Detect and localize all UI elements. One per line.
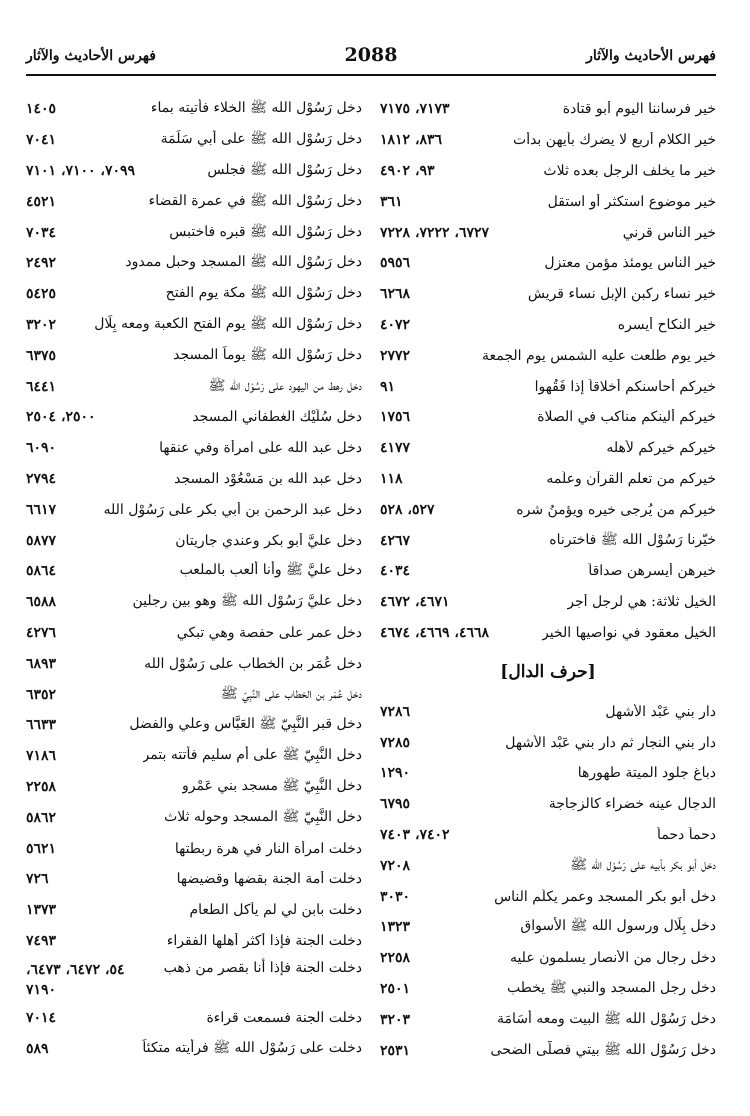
entry-text: دخل عُمَر بن الخطاب على النَّبِيّ ﷺ <box>220 685 362 702</box>
index-entry <box>26 525 362 556</box>
index-entry <box>26 772 362 803</box>
index-entry <box>26 310 362 341</box>
entry-text: دخل رَسُوْل الله ﷺ الخلاء فأتيته بماء <box>150 100 362 117</box>
index-entry <box>26 217 362 248</box>
entry-text: خير موضوع استكثر أو استقل <box>547 193 716 210</box>
index-entry <box>26 618 362 649</box>
entry-text: دخل أبو بكر المسجد وعمر يكلّم الناس <box>494 888 716 905</box>
entry-text: دخل رَسُوْل الله ﷺ البيت ومعه أُسَامَة <box>496 1010 716 1027</box>
entry-numbers: ٩١ <box>380 378 396 395</box>
entry-numbers: ٦٠٩٠ <box>26 440 57 457</box>
index-entry <box>380 618 716 649</box>
entry-numbers: ٥٨٦٢ <box>26 809 57 826</box>
entry-numbers: ٢٢٥٨ <box>26 778 57 795</box>
entry-text: خيركم ألينكم مناكب في الصلاة <box>537 409 716 426</box>
entry-text: دخل رَسُوْل الله ﷺ يوماً المسجد <box>173 346 362 363</box>
index-entry <box>26 648 362 679</box>
entry-text: الخيل معقود في نواصيها الخير <box>542 624 716 641</box>
entry-numbers: ٥٢٧، ٥٢٨ <box>380 501 435 518</box>
index-entry <box>380 371 716 402</box>
page-number: 2088 <box>344 44 398 66</box>
entry-numbers: ٥٨٧٧ <box>26 532 57 549</box>
index-entry <box>26 956 362 1002</box>
entry-text: دخلت بابن لي لم يأكل الطعام <box>189 902 362 919</box>
section-title: [حرف الدال] <box>500 662 596 683</box>
entry-text: الدجال عينه خضراء كالزجاجة <box>548 796 716 813</box>
entry-text: دخل بِلَال ورسول الله ﷺ الأسواق <box>520 918 716 935</box>
entry-text: دخل عليَّ ﷺ وأنا ألعب بالملعب <box>179 562 362 579</box>
index-entry <box>380 433 716 464</box>
entry-text: دخل رَسُوْل الله ﷺ قبره فاختبس <box>169 223 362 240</box>
entry-numbers: ٥٤، ٦٤٧٢، ٦٤٧٣، ٧١٩٠ <box>26 962 125 999</box>
entry-numbers: ١٣٧٣ <box>26 902 57 919</box>
entry-numbers: ٩٣، ٤٩٠٢ <box>380 162 435 179</box>
entry-text: دخل عبد الله على امرأة وفي عنقها <box>159 440 362 457</box>
entry-numbers: ٣٢٠٣ <box>380 1011 411 1028</box>
index-entry <box>380 943 716 974</box>
entry-numbers: ٧٤٩٣ <box>26 932 57 949</box>
index-entry <box>26 556 362 587</box>
entry-numbers: ٦٨٩٣ <box>26 655 57 672</box>
entry-text: دخل عبد الرحمن بن أبي بكر على رَسُوْل الله <box>103 501 362 518</box>
index-entry <box>380 881 716 912</box>
index-entry <box>380 974 716 1005</box>
entry-text: دخلت امرأة النار في هرة ربطتها <box>174 840 362 857</box>
entry-text: دخل عليَّ رَسُوْل الله ﷺ وهو بين رجلين <box>132 593 362 610</box>
index-entry <box>26 741 362 772</box>
entry-text: دخل رجل المسجد والنبي ﷺ يخطب <box>507 979 716 996</box>
entry-text: دخل عُمَر بن الخطاب على رَسُوْل الله <box>144 655 362 672</box>
index-entry <box>380 587 716 618</box>
entry-numbers: ٢٥٣١ <box>380 1042 411 1059</box>
entry-numbers: ٦٢٦٨ <box>380 286 411 303</box>
entry-text: دخل النَّبِيّ ﷺ مسجد بني عَمْرو <box>181 777 362 794</box>
entry-numbers: ٢٥٠١ <box>380 980 411 997</box>
entry-numbers: ٦٦٣٣ <box>26 717 57 734</box>
entry-text: دخلت الجنة فإذا أنا بقصر من ذهب <box>163 960 362 977</box>
entry-text: دخل سُلَيْك الغطفاني المسجد <box>192 409 362 426</box>
index-entry <box>380 94 716 125</box>
index-entry <box>26 464 362 495</box>
entry-numbers: ٧١٧٣، ٧١٧٥ <box>380 101 450 118</box>
entry-numbers: ٣٠٣٠ <box>380 888 411 905</box>
index-entry <box>380 525 716 556</box>
index-entry <box>380 1004 716 1035</box>
index-entry <box>26 125 362 156</box>
entry-numbers: ٧٠٩٩، ٧١٠٠، ٧١٠١ <box>26 162 136 179</box>
entry-numbers: ٤٦٦٨، ٤٦٦٩، ٤٦٧٤ <box>380 624 490 641</box>
entry-text: خيركم من يُرجى خيره ويؤمنُ شره <box>516 501 716 518</box>
entry-numbers: ١٢٩٠ <box>380 765 411 782</box>
entry-text: دخل عبد الله بن مَسْعُوْد المسجد <box>174 470 362 487</box>
entry-numbers: ٢٤٩٢ <box>26 255 57 272</box>
entry-numbers: ٢٢٥٨ <box>380 950 411 967</box>
entry-numbers: ٣٦١ <box>380 193 403 210</box>
entry-numbers: ٧٢٨٥ <box>380 734 411 751</box>
index-entry <box>26 864 362 895</box>
index-entry <box>26 926 362 957</box>
entry-text: دخل رهط من اليهود على رَسُوْل الله ﷺ <box>208 377 362 394</box>
index-entry <box>380 279 716 310</box>
entry-text: دحماً دحماً <box>657 826 716 843</box>
entry-text: دخل رَسُوْل الله ﷺ مكة يوم الفتح <box>165 285 362 302</box>
entry-numbers: ٦٣٧٥ <box>26 347 57 364</box>
entry-text: خير الناس يومئذ مؤمن معتزل <box>544 255 716 272</box>
index-entry <box>26 340 362 371</box>
entry-text: دخل عليَّ أبو بكر وعندي جاريتان <box>175 532 362 549</box>
entry-numbers: ٦٧٩٥ <box>380 796 411 813</box>
index-entry <box>26 1002 362 1033</box>
index-entry <box>380 1035 716 1066</box>
entry-numbers: ٤٢٦٧ <box>380 532 411 549</box>
entry-numbers: ٢٧٩٤ <box>26 470 57 487</box>
index-entry <box>380 556 716 587</box>
entry-text: دخلت الجنة فسمعت قراءة <box>206 1009 362 1026</box>
entry-numbers: ٧٢٨٦ <box>380 703 411 720</box>
entry-numbers: ٢٥٠٠، ٢٥٠٤ <box>26 409 96 426</box>
entry-text: خير يوم طلعت عليه الشمس يوم الجمعة <box>481 347 716 364</box>
entry-numbers: ٤١٧٧ <box>380 440 411 457</box>
entry-text: خيرهن أيسرهن صداقاً <box>588 563 716 580</box>
entry-numbers: ٦٧٢٧، ٧٢٢٢، ٧٢٢٨ <box>380 224 490 241</box>
entry-numbers: ١٧٥٦ <box>380 409 411 426</box>
entry-numbers: ٨٣٦، ١٨١٢ <box>380 132 443 149</box>
entry-numbers: ٥٨٩ <box>26 1040 49 1057</box>
index-entry <box>26 710 362 741</box>
index-entry <box>380 850 716 881</box>
index-entry <box>380 248 716 279</box>
index-entry <box>26 371 362 402</box>
index-entry <box>380 340 716 371</box>
index-entry <box>26 248 362 279</box>
index-entry <box>26 94 362 125</box>
index-entry <box>380 125 716 156</box>
entry-numbers: ١٤٠٥ <box>26 101 57 118</box>
index-entry <box>380 727 716 758</box>
entry-text: دباغ جلود الميتة طهورها <box>577 765 716 782</box>
index-entry <box>26 279 362 310</box>
entry-text: دخل رجال من الأنصار يسلمون عليه <box>509 950 716 967</box>
entry-text: دخل النَّبِيّ ﷺ على أم سليم فأتته بتمر <box>142 747 362 764</box>
entry-numbers: ٤٠٧٢ <box>380 316 411 333</box>
entry-numbers: ٤٥٢١ <box>26 193 57 210</box>
entry-text: خير ما يخلف الرجل بعده ثلاث <box>543 162 716 179</box>
entry-text: دخل رَسُوْل الله ﷺ بيتي فصلّى الضحى <box>490 1041 716 1058</box>
index-entry <box>26 186 362 217</box>
entry-numbers: ١١٨ <box>380 470 403 487</box>
index-entry <box>380 696 716 727</box>
entry-numbers: ٦٤٤١ <box>26 378 57 395</box>
entry-text: دخلت على رَسُوْل الله ﷺ فرأيته متكئاً <box>142 1039 362 1056</box>
entry-text: دخل النَّبِيّ ﷺ المسجد وحوله ثلاث <box>164 808 362 825</box>
index-entry <box>380 464 716 495</box>
entry-text: دخل أبو بكر بأبيه على رَسُوْل الله ﷺ <box>570 856 716 873</box>
index-entry <box>26 156 362 187</box>
index-entry <box>380 186 716 217</box>
entry-numbers: ٥٤٢٥ <box>26 286 57 303</box>
entry-text: خير الكلام أربع لا يضرك بأيهن بدأت <box>513 132 716 149</box>
entry-numbers: ٦٦١٧ <box>26 501 57 518</box>
index-entry <box>26 679 362 710</box>
entry-numbers: ٦٥٨٨ <box>26 594 57 611</box>
entry-text: خيّرنا رَسُوْل الله ﷺ فاخترناه <box>549 531 716 548</box>
entry-text: دخلت أمة الجنة بقضها وقضيضها <box>176 871 362 888</box>
entry-text: الخيل ثلاثة: هي لرجل أجر <box>567 594 716 611</box>
entry-numbers: ٧٢٠٨ <box>380 857 411 874</box>
entry-numbers: ٤٢٧٦ <box>26 624 57 641</box>
index-entry <box>380 758 716 789</box>
left-column <box>26 94 362 1064</box>
entry-text: خير فرساننا اليوم أبو قتادة <box>562 101 716 118</box>
entry-text: دار بني عَبْد الأشهل <box>605 703 716 720</box>
index-entry <box>380 310 716 341</box>
index-entry <box>26 802 362 833</box>
entry-numbers: ٣٢٠٢ <box>26 316 57 333</box>
entry-text: دخل رَسُوْل الله ﷺ المسجد وحبل ممدود <box>125 254 362 271</box>
index-entry <box>380 156 716 187</box>
entry-text: خيركم أحاسنكم أخلاقاً إذا فَقُهوا <box>534 378 716 395</box>
entry-numbers: ٥٩٥٦ <box>380 255 411 272</box>
entry-numbers: ٤٦٧١، ٤٦٧٢ <box>380 594 450 611</box>
entry-numbers: ٧٠١٤ <box>26 1009 57 1026</box>
index-entry <box>26 1033 362 1064</box>
entry-text: دخل قبر النَّبِيّ ﷺ العَبَّاس وعلي والفضل <box>129 716 362 733</box>
index-entry <box>26 833 362 864</box>
index-entry <box>26 433 362 464</box>
entry-numbers: ٧٢٦ <box>26 871 49 888</box>
index-entry <box>380 912 716 943</box>
entry-numbers: ٧٤٠٢، ٧٤٠٣ <box>380 826 450 843</box>
index-entry <box>380 494 716 525</box>
entry-numbers: ٧١٨٦ <box>26 748 57 765</box>
index-entry <box>380 217 716 248</box>
right-column <box>380 94 716 1066</box>
entry-numbers: ٧٠٤١ <box>26 132 57 149</box>
entry-numbers: ٥٨٦٤ <box>26 563 57 580</box>
entry-numbers: ٢٧٧٢ <box>380 347 411 364</box>
entry-numbers: ٥٦٢١ <box>26 840 57 857</box>
entry-text: خيركم من تعلم القرآن وعلّمه <box>546 470 716 487</box>
entry-text: دخل رَسُوْل الله ﷺ فجلس <box>207 161 362 178</box>
entry-text: دخل رَسُوْل الله ﷺ يوم الفتح الكعبة ومعه بِلَال <box>94 315 362 332</box>
entry-text: خيركم خيركم لأهله <box>606 440 716 457</box>
entry-numbers: ٧٠٣٤ <box>26 224 57 241</box>
header-left-title: فهرس الأحاديث والآثار <box>26 48 156 64</box>
entry-text: خير نساء ركبن الإبل نساء قريش <box>527 286 716 303</box>
entry-text: خير النكاح أيسره <box>617 316 716 333</box>
entry-text: دخلت الجنة فإذا أكثر أهلها الفقراء <box>166 932 362 949</box>
index-entry <box>26 587 362 618</box>
index-entry <box>26 402 362 433</box>
entry-text: دار بني النجار ثم دار بني عَبْد الأشهل <box>505 734 716 751</box>
header-right-title: فهرس الأحاديث والآثار <box>586 48 716 64</box>
entry-text: دخل رَسُوْل الله ﷺ في عمرة القضاء <box>148 192 362 209</box>
index-entry <box>380 789 716 820</box>
index-entry <box>26 494 362 525</box>
index-entry <box>380 402 716 433</box>
entry-numbers: ٤٠٣٤ <box>380 563 411 580</box>
index-entry <box>26 895 362 926</box>
entry-numbers: ١٣٢٣ <box>380 919 411 936</box>
index-entry <box>380 820 716 851</box>
entry-text: دخل عمر على حفصة وهي تبكي <box>176 624 362 641</box>
entry-numbers: ٦٣٥٢ <box>26 686 57 703</box>
page-header <box>26 44 716 76</box>
entry-text: خير الناس قرني <box>622 224 716 241</box>
entry-text: دخل رَسُوْل الله ﷺ على أبي سَلَمَة <box>160 131 362 148</box>
